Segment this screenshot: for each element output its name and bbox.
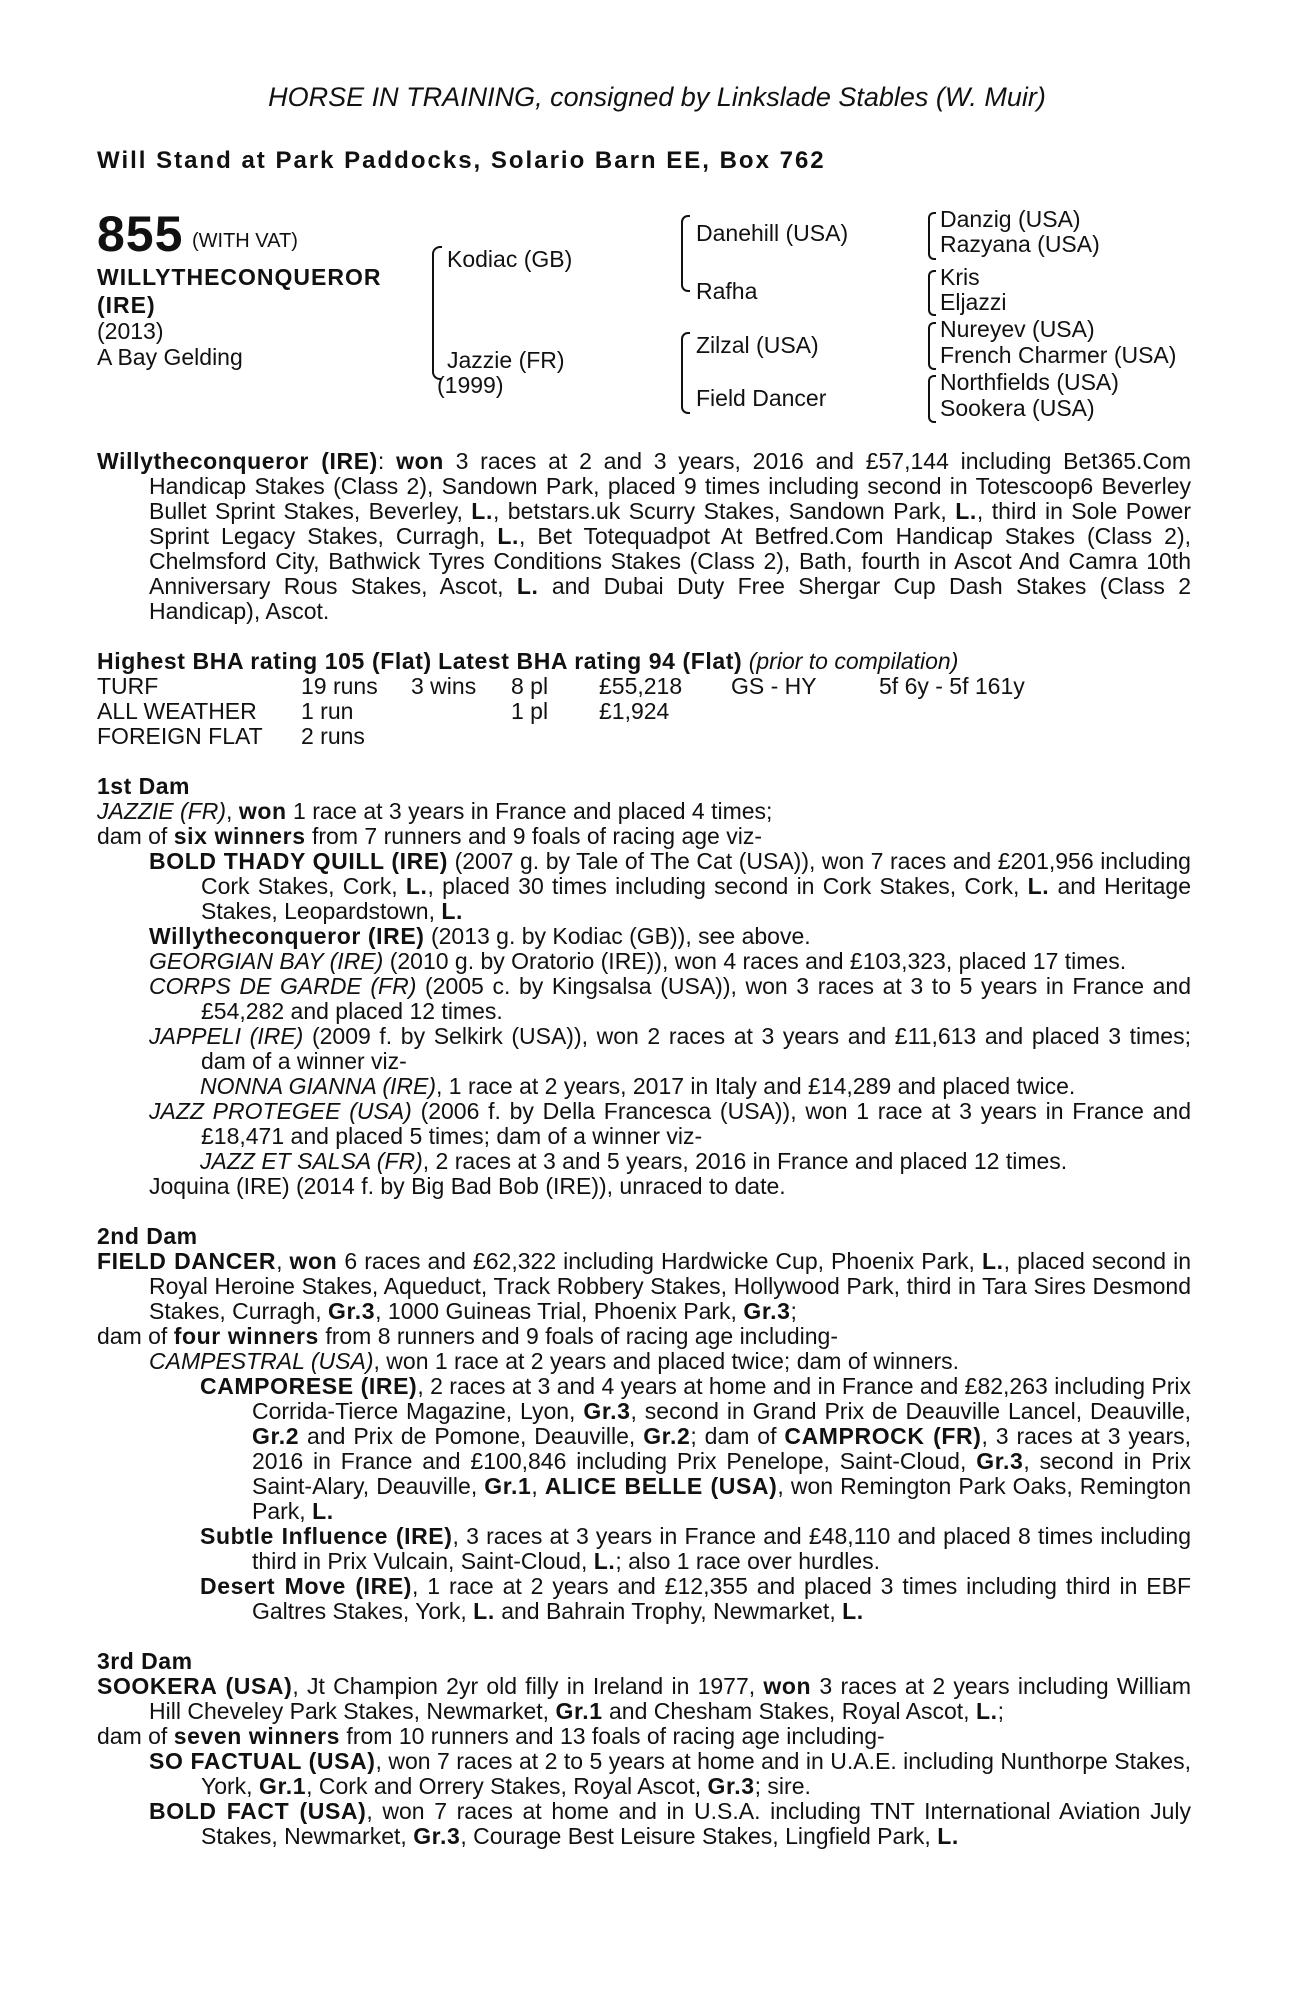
grand-produce-entry: [200, 1074, 1191, 1099]
record-text: 3 races at 2 years including William Hill Cheveley Park Stakes, Newmarket,: [149, 1673, 1191, 1724]
produce-name: JAPPELI (IRE): [149, 1023, 304, 1049]
grand-produce-entry: [200, 1574, 1191, 1624]
brace-sire-parents: [681, 215, 690, 292]
stats-cell: 2 runs: [301, 723, 365, 749]
produce-text: (2013 g. by Kodiac (GB)), see above.: [424, 923, 811, 949]
produce-name: CAMPROCK (FR): [784, 1423, 982, 1449]
lot-number: 855: [97, 206, 184, 262]
group-mark: Gr.1: [555, 1698, 603, 1724]
produce-name: ALICE BELLE (USA): [544, 1473, 778, 1499]
horse-name: WILLYTHECONQUEROR: [97, 264, 382, 290]
pedigree-g5: Nureyev (USA): [940, 316, 1095, 342]
produce-name: NONNA GIANNA (IRE): [200, 1073, 436, 1099]
group-mark: Gr.3: [327, 1298, 376, 1324]
second-dam-heading: 2nd Dam: [97, 1223, 198, 1249]
pedigree-g6: French Charmer (USA): [940, 342, 1177, 368]
stats-cell: 1 run: [301, 698, 354, 724]
produce-text: , second in Prix Saint-Alary, Deauville,: [252, 1448, 1191, 1499]
location-heading: Will Stand at Park Paddocks, Solario Barn EE, Box 762: [97, 147, 826, 174]
brace-g2: [928, 270, 936, 316]
dam-of-rest: from 8 runners and 9 foals of racing age including-: [318, 1323, 839, 1349]
produce-name: GEORGIAN BAY (IRE): [149, 948, 384, 974]
stats-row: [97, 674, 1039, 699]
produce-text: and Heritage Stakes, Leopardstown,: [201, 873, 1191, 924]
first-dam-line: JAZZIE (FR), won 1 race at 3 years in France and placed 4 times;: [97, 798, 773, 824]
group-mark: Gr.3: [413, 1823, 461, 1849]
winners-count: four winners: [173, 1323, 319, 1349]
pedigree-dam-year: (1999): [437, 372, 504, 398]
produce-entry: [149, 1349, 1191, 1374]
produce-entry: Joquina (IRE) (2014 f. by Big Bad Bob (IRE)), unraced to date.: [149, 1173, 786, 1199]
pedigree-g8: Sookera (USA): [940, 395, 1095, 421]
brace-g4: [928, 375, 936, 423]
won-mark: won: [763, 1673, 812, 1699]
second-dam-name: FIELD DANCER: [97, 1248, 277, 1274]
won-mark: won: [289, 1248, 338, 1274]
produce-name: Subtle Influence (IRE): [200, 1523, 453, 1549]
produce-name: JAZZ ET SALSA (FR): [200, 1148, 423, 1174]
summary-text-3: , third in Sole Power Sprint Legacy Stakes, Curragh,: [149, 498, 1191, 549]
produce-name: Willytheconqueror (IRE): [149, 923, 425, 949]
highest-rating: Highest BHA rating 105 (Flat): [97, 648, 432, 674]
record-text: , Jt Champion 2yr old filly in Ireland in 1977,: [292, 1673, 764, 1699]
pedigree-g2: Razyana (USA): [940, 231, 1100, 257]
horse-description: A Bay Gelding: [97, 344, 243, 370]
produce-text: (2005 c. by Kingsalsa (USA)), won 3 races at 3 to 5 years in France and £54,282 and placed 12 times.: [201, 973, 1191, 1024]
record-text: , placed second in Royal Heroine Stakes, Aqueduct, Track Robbery Stakes, Hollywood Park, third in Tara Sires Desmond Stakes, Curragh,: [149, 1248, 1192, 1324]
produce-text: , won 7 races at 2 to 5 years at home and in U.A.E. including Nunthorpe Stakes, York,: [201, 1748, 1191, 1799]
winners-count: seven winners: [173, 1723, 341, 1749]
stats-cell: 19 runs: [301, 673, 378, 699]
produce-name: CORPS DE GARDE (FR): [149, 973, 417, 999]
record-text: , 1000 Guineas Trial, Phoenix Park,: [375, 1298, 744, 1324]
produce-text: , placed 30 times including second in Cork Stakes, Cork,: [427, 873, 1028, 899]
produce-text: , Courage Best Leisure Stakes, Lingfield Park,: [460, 1823, 938, 1849]
rating-note: (prior to compilation): [748, 648, 959, 674]
produce-text: , won Remington Park Oaks, Remington Park,: [252, 1473, 1192, 1524]
brace-dam-parents: [681, 332, 690, 414]
dam-of-text: dam of: [97, 823, 174, 849]
listed-mark: L.: [842, 1598, 864, 1624]
race-summary: [97, 449, 1191, 1849]
group-mark: Gr.3: [583, 1398, 631, 1424]
brace-g3: [928, 322, 936, 370]
third-dam-heading: 3rd Dam: [97, 1648, 193, 1674]
stats-cell: [511, 724, 599, 749]
produce-text: ; sire.: [754, 1773, 811, 1799]
brace-g1: [928, 212, 936, 260]
listed-mark: L.: [975, 1698, 998, 1724]
group-mark: Gr.1: [258, 1773, 307, 1799]
summary-text-4: , Bet Totequadpot At Betfred.Com Handicap Stakes (Class 2), Chelmsford City, Bathwick Tyres Conditions Stakes (Class 2), Bath, fourth in Ascot And Camra 10th Anniversary Rous Stakes, Ascot,: [149, 523, 1191, 599]
stats-cell: [731, 699, 879, 724]
stats-cell: FOREIGN FLAT: [97, 723, 263, 749]
stats-row: [97, 724, 1039, 749]
pedigree-dam-dam: Field Dancer: [696, 385, 827, 411]
pedigree-g1: Danzig (USA): [940, 206, 1081, 232]
stats-cell: [411, 724, 511, 749]
dam-of-rest: from 7 runners and 9 foals of racing age viz-: [305, 823, 763, 849]
stats-cell: [731, 724, 879, 749]
stats-cell: £55,218: [599, 673, 683, 699]
first-dam-name: JAZZIE (FR): [97, 798, 227, 824]
first-dam-produce-line: [97, 824, 1191, 849]
produce-name: BOLD FACT (USA): [149, 1798, 367, 1824]
produce-name: Desert Move (IRE): [200, 1573, 413, 1599]
grand-produce-entry: [200, 1374, 1191, 1524]
second-dam-record: FIELD DANCER, won 6 races and £62,322 including Hardwicke Cup, Phoenix Park, L., placed second in Royal Heroine Stakes, Aqueduct, Track Robbery Stakes, Hollywood Park, third in Tara Sires Desmond Stakes, Curragh, Gr.3, 1000 Guineas Trial, Phoenix Park, Gr.3;: [97, 1248, 1192, 1324]
produce-text: , won 1 race at 2 years and placed twice; dam of winners.: [373, 1348, 960, 1374]
summary-horse-name: Willytheconqueror (IRE): [97, 448, 378, 474]
listed-mark: L.: [471, 498, 493, 524]
vat-note: (WITH VAT): [192, 230, 298, 252]
produce-text: , won 7 races at home and in U.S.A. including TNT International Aviation July Stakes, Newmarket,: [201, 1798, 1191, 1849]
stats-cell: TURF: [97, 673, 159, 699]
summary-text-5: and Dubai Duty Free Shergar Cup Dash Stakes (Class 2 Handicap), Ascot.: [149, 573, 1191, 624]
pedigree-dam-sire: Zilzal (USA): [696, 332, 819, 358]
listed-mark: L.: [593, 1548, 616, 1574]
produce-text: and Prix de Pomone, Deauville,: [299, 1423, 644, 1449]
listed-mark: L.: [441, 898, 464, 924]
produce-name: JAZZ PROTEGEE (USA): [149, 1098, 412, 1124]
grand-produce-entry: [200, 1524, 1191, 1574]
ratings-line: [97, 649, 1191, 674]
first-dam-record: 1 race at 3 years in France and placed 4 times;: [286, 798, 773, 824]
produce-text: ; dam of: [690, 1423, 785, 1449]
winners-count: six winners: [173, 823, 306, 849]
pedigree-sire-sire: Danehill (USA): [696, 220, 849, 246]
stats-cell: ALL WEATHER: [97, 698, 257, 724]
produce-text: (2007 g. by Tale of The Cat (USA)), won 7 races and £201,956 including Cork Stakes, Cork,: [201, 848, 1191, 899]
stats-cell: [411, 699, 511, 724]
second-dam-produce-line: [97, 1324, 1191, 1349]
produce-text: , 3 races at 3 years, 2016 in France and £100,846 including Prix Penelope, Saint-Cloud,: [252, 1423, 1192, 1474]
produce-text: (2010 g. by Oratorio (IRE)), won 4 races and £103,323, placed 17 times.: [383, 948, 1127, 974]
record-text: ;: [790, 1298, 797, 1324]
produce-text: , 3 races at 3 years in France and £48,110 and placed 8 times including third in Prix Vulcain, Saint-Cloud,: [252, 1523, 1191, 1574]
listed-mark: L.: [405, 873, 428, 899]
stats-cell: 3 wins: [411, 673, 477, 699]
produce-text: , Cork and Orrery Stakes, Royal Ascot,: [306, 1773, 708, 1799]
pedigree-g3: Kris: [940, 264, 980, 290]
third-dam-name: SOOKERA (USA): [97, 1673, 293, 1699]
stats-cell: 5f 6y - 5f 161y: [879, 673, 1025, 699]
produce-name: CAMPORESE (IRE): [200, 1373, 418, 1399]
produce-entry: [149, 1099, 1191, 1149]
produce-text: and Bahrain Trophy, Newmarket,: [494, 1598, 843, 1624]
summary-text-2: , betstars.uk Scurry Stakes, Sandown Park,: [492, 498, 956, 524]
stats-cell: £1,924: [599, 698, 670, 724]
consignor-heading: HORSE IN TRAINING, consigned by Linkslade Stables (W. Muir): [268, 82, 1046, 112]
listed-mark: L.: [516, 573, 539, 599]
foaled-year: (2013): [97, 318, 164, 344]
summary-won: won: [396, 448, 444, 474]
third-dam-produce-line: [97, 1724, 1191, 1749]
won-mark: won: [238, 798, 287, 824]
pedigree-sire-dam: Rafha: [696, 278, 758, 304]
group-mark: Gr.3: [707, 1773, 755, 1799]
third-dam-record: [97, 1674, 1191, 1724]
stats-cell: 1 pl: [511, 698, 549, 724]
form-stats-table: [97, 674, 1039, 749]
pedigree-sire: Kodiac (GB): [447, 246, 573, 272]
group-mark: Gr.3: [976, 1448, 1024, 1474]
first-dam-heading: 1st Dam: [97, 773, 190, 799]
pedigree-g4: Eljazzi: [940, 289, 1007, 315]
record-text: and Chesham Stakes, Royal Ascot,: [602, 1698, 976, 1724]
summary-text-1: 3 races at 2 and 3 years, 2016 and £57,144 including Bet365.Com Handicap Stakes (Class 2), Sandown Park, placed 9 times including second in Totescoop6 Beverley Bullet Sprint Stakes, Beverley,: [149, 448, 1192, 524]
produce-entry: [149, 1024, 1191, 1074]
produce-entry: [149, 849, 1191, 924]
produce-entry: [149, 974, 1191, 1024]
record-text: 6 races and £62,322 including Hardwicke Cup, Phoenix Park,: [337, 1248, 982, 1274]
listed-mark: L.: [497, 523, 519, 549]
produce-text: (2006 f. by Della Francesca (USA)), won 1 race at 3 years in France and £18,471 and placed 5 times; dam of a winner viz-: [201, 1098, 1191, 1149]
produce-entry: [149, 1749, 1191, 1799]
horse-name-suffix: (IRE): [97, 292, 156, 318]
produce-text: ,: [531, 1473, 545, 1499]
listed-mark: L.: [1027, 873, 1050, 899]
produce-text: (2009 f. by Selkirk (USA)), won 2 races at 3 years and £11,613 and placed 3 times; dam of a winner viz-: [201, 1023, 1191, 1074]
produce-text: ; also 1 race over hurdles.: [615, 1548, 881, 1574]
produce-entry: [149, 1799, 1191, 1849]
group-mark: Gr.2: [643, 1423, 691, 1449]
group-mark: Gr.3: [743, 1298, 791, 1324]
produce-name: SO FACTUAL (USA): [149, 1748, 376, 1774]
summary-paragraph: Willytheconqueror (IRE): won 3 races at 2 and 3 years, 2016 and £57,144 including Bet365.Com Handicap Stakes (Class 2), Sandown Park, placed 9 times including second in Totescoop6 Beverley Bullet Sprint Stakes, Beverley, L., betstars.uk Scurry Stakes, Sandown Park, L., third in Sole Power Sprint Legacy Stakes, Curragh, L., Bet Totequadpot At Betfred.Com Handicap Stakes (Class 2), Chelmsford City, Bathwick Tyres Conditions Stakes (Class 2), Bath, fourth in Ascot And Camra 10th Anniversary Rous Stakes, Ascot, L. and Dubai Duty Free Shergar Cup Dash Stakes (Class 2 Handicap), Ascot.: [97, 448, 1192, 624]
produce-name: BOLD THADY QUILL (IRE): [149, 848, 449, 874]
listed-mark: L.: [473, 1598, 495, 1624]
brace-sire-dam: [432, 246, 442, 380]
latest-rating: Latest BHA rating 94 (Flat): [438, 648, 743, 674]
pedigree-dam: Jazzie (FR): [447, 347, 565, 373]
listed-mark: L.: [955, 498, 977, 524]
produce-text: , second in Grand Prix de Deauville Lancel, Deauville,: [630, 1398, 1191, 1424]
stats-cell: [599, 724, 731, 749]
produce-text: , 2 races at 3 and 5 years, 2016 in France and placed 12 times.: [422, 1148, 1068, 1174]
produce-name: CAMPESTRAL (USA): [149, 1348, 374, 1374]
listed-mark: L.: [312, 1498, 334, 1524]
produce-text: , 2 races at 3 and 4 years at home and in France and £82,263 including Prix Corrida-Tierce Magazine, Lyon,: [252, 1373, 1191, 1424]
group-mark: Gr.2: [252, 1423, 300, 1449]
produce-text: , 1 race at 2 years, 2017 in Italy and £14,289 and placed twice.: [435, 1073, 1076, 1099]
grand-produce-entry: [200, 1149, 1191, 1174]
stats-cell: [879, 724, 1039, 749]
stats-cell: [879, 699, 1039, 724]
stats-cell: 8 pl: [511, 673, 549, 699]
record-text: ;: [997, 1698, 1004, 1724]
listed-mark: L.: [937, 1823, 959, 1849]
pedigree-g7: Northfields (USA): [940, 369, 1119, 395]
produce-entry: [149, 949, 1191, 974]
group-mark: Gr.1: [484, 1473, 532, 1499]
dam-of-text: dam of: [97, 1323, 174, 1349]
stats-row: [97, 699, 1039, 724]
listed-mark: L.: [981, 1248, 1004, 1274]
dam-of-text: dam of: [97, 1723, 174, 1749]
dam-of-rest: from 10 runners and 13 foals of racing age including-: [340, 1723, 885, 1749]
produce-text: , 1 race at 2 years and £12,355 and placed 3 times including third in EBF Galtres Stakes, York,: [252, 1573, 1191, 1624]
stats-cell: GS - HY: [731, 673, 817, 699]
produce-entry: [149, 924, 1191, 949]
